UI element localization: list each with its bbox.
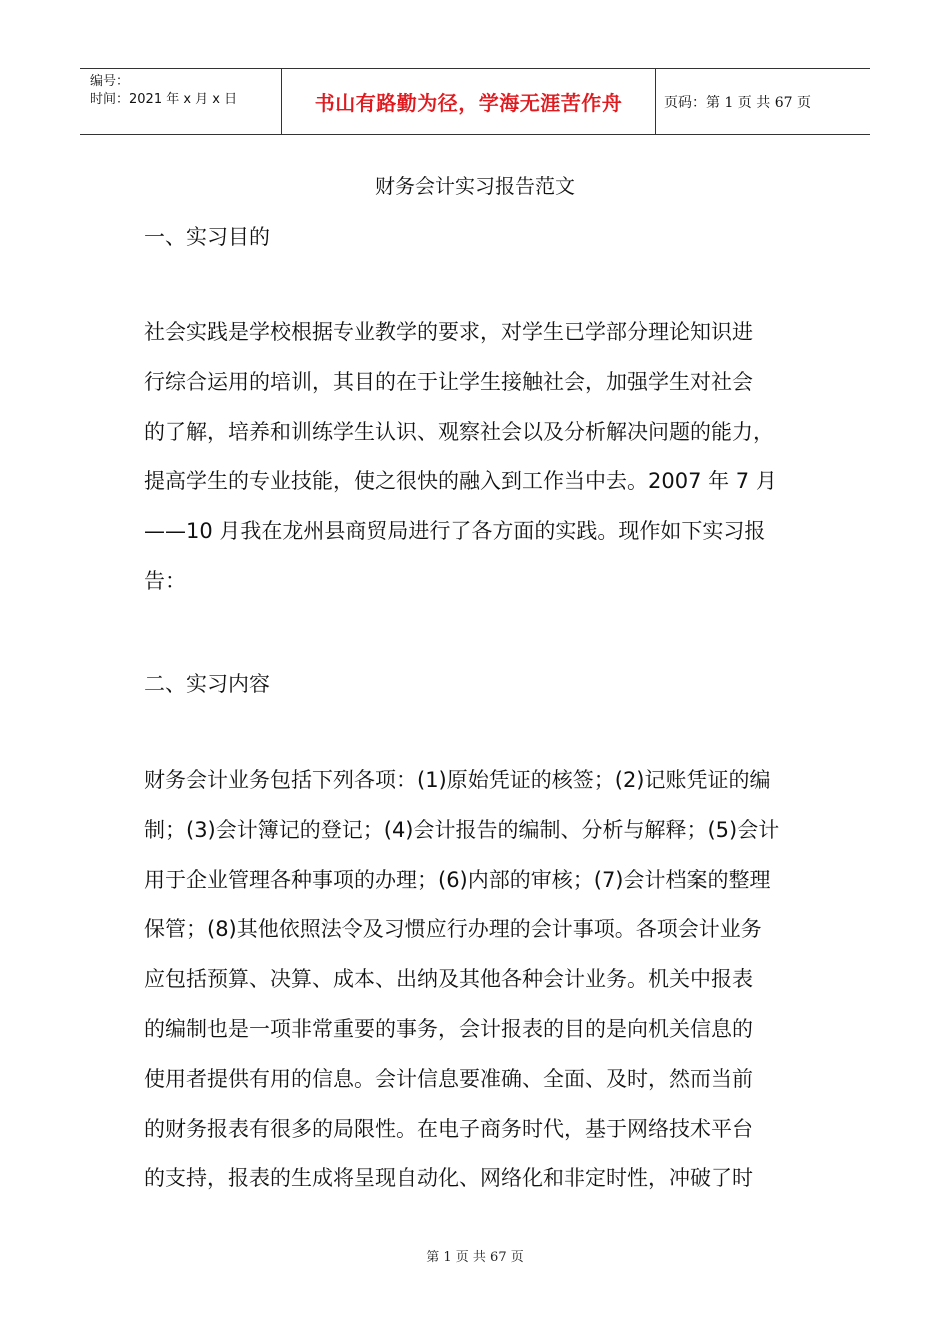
text-line: 行综合运用的培训，其目的在于让学生接触社会，加强学生对社会: [144, 369, 753, 394]
text-line: 告：: [144, 568, 186, 593]
header-motto-cell: [282, 69, 656, 134]
text-line: 财务会计业务包括下列各项：(1)原始凭证的核签；(2)记账凭证的编: [144, 768, 771, 792]
header-meta: [80, 69, 282, 134]
document-title: 财务会计实习报告范文: [375, 174, 575, 198]
text-line: 用于企业管理各种事项的办理；(6)内部的审核；(7)会计档案的整理: [144, 867, 771, 892]
text-line: ——10 月我在龙州县商贸局进行了各方面的实践。现作如下实习报: [144, 519, 766, 544]
text-line: 制；(3)会计簿记的登记；(4)会计报告的编制、分析与解释；(5)会计: [144, 817, 780, 842]
section-heading-purpose: 一、实习目的: [144, 225, 270, 249]
text-line: 保管；(8)其他依照法令及习惯应行办理的会计事项。各项会计业务: [144, 917, 762, 942]
section-heading-content: 二、实习内容: [144, 672, 270, 696]
paragraph-purpose: [144, 308, 814, 607]
page-header: [80, 68, 870, 135]
text-line: 的支持，报表的生成将呈现自动化、网络化和非定时性，冲破了时: [144, 1166, 753, 1191]
text-line: 的财务报表有很多的局限性。在电子商务时代，基于网络技术平台: [144, 1116, 753, 1141]
text-line: 社会实践是学校根据专业教学的要求，对学生已学部分理论知识进: [144, 320, 753, 344]
text-line: 的了解，培养和训练学生认识、观察社会以及分析解决问题的能力，: [144, 419, 774, 444]
header-page-info: [656, 69, 870, 134]
time-label: 时间：2021 年 x 月 x 日: [90, 92, 238, 107]
text-line: 应包括预算、决算、成本、出纳及其他各种会计业务。机关中报表: [144, 967, 753, 992]
motto-text: 书山有路勤为径，学海无涯苦作舟: [314, 91, 623, 115]
text-line: 使用者提供有用的信息。会计信息要准确、全面、及时，然而当前: [144, 1066, 753, 1091]
page-footer: 第 1 页 共 67 页: [426, 1250, 524, 1265]
page-info-text: 页码：第 1 页 共 67 页: [664, 94, 811, 111]
text-line: 的编制也是一项非常重要的事务，会计报表的目的是向机关信息的: [144, 1016, 753, 1041]
number-label: 编号：: [90, 74, 130, 89]
text-line: 提高学生的专业技能，使之很快的融入到工作当中去。2007 年 7 月: [144, 469, 777, 494]
paragraph-content: [144, 756, 814, 1204]
